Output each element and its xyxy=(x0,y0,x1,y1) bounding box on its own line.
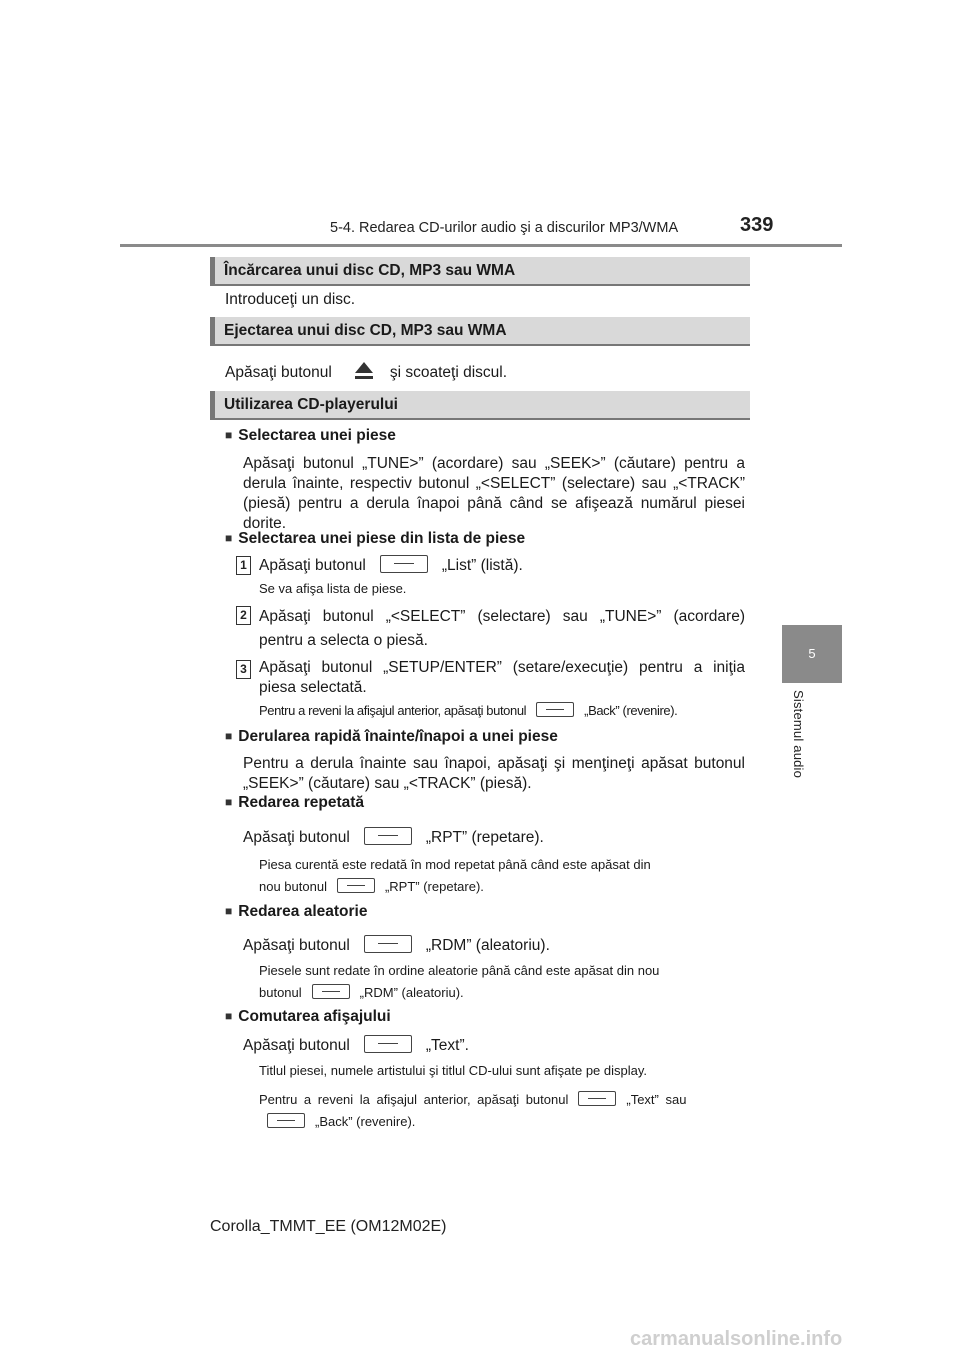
eject-text xyxy=(225,362,507,383)
step-number-2: 2 xyxy=(236,606,251,625)
display-note2: Pentru a reveni la afişajul anterior, apăsaţi butonul „Text” sau xyxy=(259,1092,687,1107)
repeat-text: Apăsaţi butonul „RPT” (repetare). xyxy=(243,829,544,846)
display-note3: „Back” (revenire). xyxy=(257,1113,415,1131)
load-text: Introduceţi un disc. xyxy=(225,291,356,308)
text-button-icon-small xyxy=(578,1091,616,1106)
rdm-button-icon xyxy=(364,935,412,953)
rdm-button-icon-small xyxy=(312,984,350,999)
document-footer: Corolla_TMMT_EE (OM12M02E) xyxy=(210,1218,447,1235)
text-button-icon xyxy=(364,1035,412,1053)
fast-text: Pentru a derula înainte sau înapoi, apăsaţi şi menţineţi apăsat butonul „SEEK>” (căutare) sau „<TRACK” (piesă). xyxy=(243,755,745,792)
back-button-icon xyxy=(536,702,574,717)
track-select-text: Apăsaţi butonul „TUNE>” (acordare) sau „SEEK>” (căutare) pentru a derula înainte, respectiv butonul „<SELECT” (selectare) sau „<TRACK” (piesă) pentru a derula înapoi până când se afişează numărul piesei dorite. xyxy=(243,455,745,532)
eject-text-after: şi scoateţi discul. xyxy=(389,364,508,381)
random-note-line1: Piesele sunt redate în ordine aleatorie până când este apăsat din nou xyxy=(259,963,660,978)
display-heading: ■ Comutarea afişajului xyxy=(225,1007,391,1027)
section-title-load: Încărcarea unui disc CD, MP3 sau WMA xyxy=(210,257,750,286)
back-button-icon-small xyxy=(267,1113,305,1128)
random-heading: ■ Redarea aleatorie xyxy=(225,902,368,922)
eject-icon xyxy=(354,362,374,380)
list-button-icon xyxy=(380,555,428,573)
fast-heading: ■ Derularea rapidă înainte/înapoi a unei piese xyxy=(225,727,558,747)
step3-text: Apăsaţi butonul „SETUP/ENTER” (setare/execuţie) pentru a iniţia piesa selectată. xyxy=(259,659,745,696)
step-number-1: 1 xyxy=(236,556,251,575)
rpt-button-icon-small xyxy=(337,878,375,893)
step1-note: Se va afişa lista de piese. xyxy=(259,581,407,596)
section-title-usage: Utilizarea CD-playerului xyxy=(210,391,750,420)
eject-text-before: Apăsaţi butonul xyxy=(225,364,332,381)
display-text: Apăsaţi butonul „Text”. xyxy=(243,1037,469,1054)
step2-text: Apăsaţi butonul „<SELECT” (selectare) sau „TUNE>” (acordare) pentru a selecta o piesă. xyxy=(259,608,745,649)
track-select-heading: ■ Selectarea unei piese xyxy=(225,426,396,446)
list-select-heading: ■ Selectarea unei piese din lista de piese xyxy=(225,529,525,549)
repeat-note-line1: Piesa curentă este redată în mod repetat până când este apăsat din xyxy=(259,857,651,872)
step-number-3: 3 xyxy=(236,660,251,679)
chapter-label: Sistemul audio xyxy=(791,690,806,779)
display-note1: Titlul piesei, numele artistului şi titlul CD-ului sunt afişate pe display. xyxy=(259,1063,648,1078)
repeat-note-line2: nou butonul „RPT” (repetare). xyxy=(259,879,484,894)
step1-text: Apăsaţi butonul „List” (listă). xyxy=(259,557,523,574)
chapter-tab: 5 xyxy=(782,625,842,683)
rpt-button-icon xyxy=(364,827,412,845)
random-note-line2: butonul „RDM” (aleatoriu). xyxy=(259,985,464,1000)
watermark: carmanualsonline.info xyxy=(630,1328,843,1350)
header-title: 5-4. Redarea CD-urilor audio şi a discurilor MP3/WMA xyxy=(330,220,679,236)
page-number: 339 xyxy=(740,214,774,236)
random-text: Apăsaţi butonul „RDM” (aleatoriu). xyxy=(243,937,550,954)
step3-note: Pentru a reveni la afişajul anterior, apăsaţi butonul „Back” (revenire). xyxy=(259,703,678,718)
header-rule xyxy=(120,244,842,247)
section-title-eject: Ejectarea unui disc CD, MP3 sau WMA xyxy=(210,317,750,346)
repeat-heading: ■ Redarea repetată xyxy=(225,793,364,813)
